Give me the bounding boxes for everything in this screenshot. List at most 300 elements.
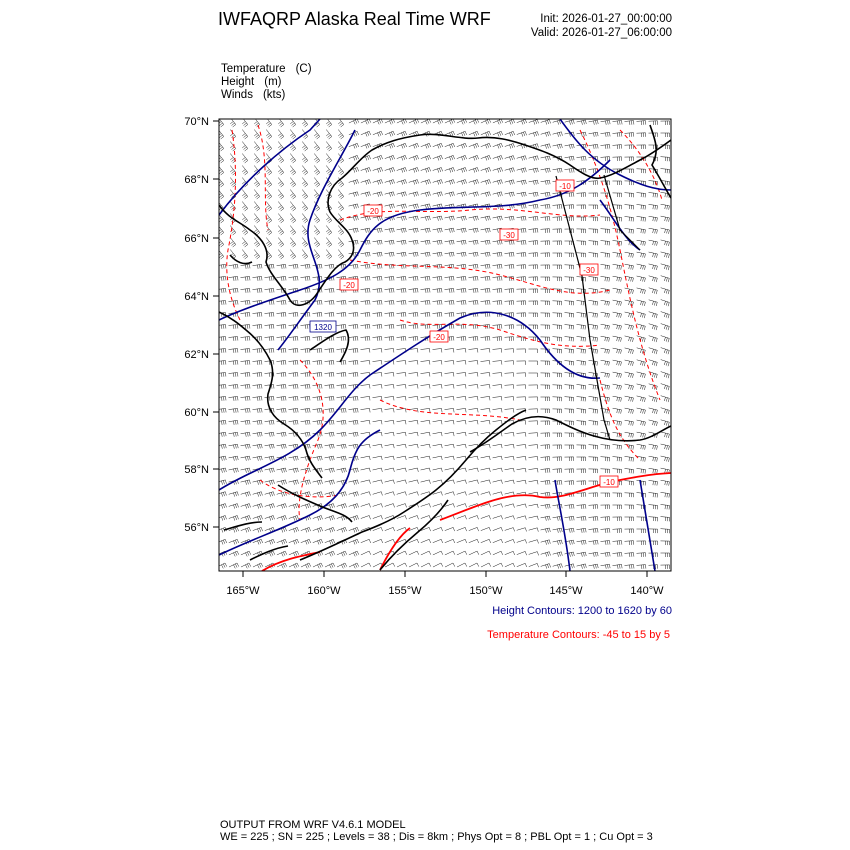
wind-barb <box>625 432 634 437</box>
wind-barb <box>517 253 526 257</box>
wind-barb <box>541 397 550 401</box>
wind-barb <box>313 373 322 377</box>
wind-barb <box>349 264 358 269</box>
wind-barb <box>601 372 610 377</box>
wind-barb <box>325 313 334 317</box>
wind-barb <box>313 349 322 353</box>
wind-barb <box>613 372 622 378</box>
wind-barb <box>361 252 371 257</box>
wind-barb <box>601 120 611 125</box>
wind-barb <box>457 143 467 148</box>
wind-barb <box>553 564 563 569</box>
wind-barb <box>637 420 646 426</box>
wind-barb <box>373 240 383 245</box>
wind-barb <box>229 276 239 281</box>
wind-barb <box>433 288 443 293</box>
wind-barb <box>373 313 382 317</box>
temp-contour <box>600 380 640 460</box>
wind-barb <box>589 300 598 305</box>
wind-barb <box>541 132 551 137</box>
wind-barb <box>289 385 299 389</box>
wind-barb <box>601 336 610 341</box>
wind-barb <box>649 493 658 498</box>
wind-barb <box>290 154 296 164</box>
wind-barb <box>565 505 575 509</box>
wind-barb <box>493 444 503 448</box>
wind-barb <box>529 361 538 365</box>
wind-barb <box>433 444 443 448</box>
wind-barb <box>541 385 550 389</box>
wind-barb <box>613 120 623 125</box>
wind-barb <box>553 217 562 221</box>
wind-barb <box>661 336 670 343</box>
wind-barb <box>217 301 227 305</box>
wind-barb <box>385 313 394 317</box>
wind-barb <box>481 119 491 124</box>
wind-barb <box>613 312 622 318</box>
wind-barb <box>289 516 299 521</box>
wind-barb <box>661 384 670 391</box>
wind-barb <box>313 563 323 568</box>
wind-barb <box>625 372 634 378</box>
wind-barb <box>589 193 598 197</box>
wind-barb <box>469 264 478 269</box>
wind-barb <box>301 432 311 437</box>
wind-barb <box>625 193 634 198</box>
wind-barb <box>625 384 634 390</box>
wind-barb <box>397 168 407 173</box>
wind-barb <box>505 119 515 124</box>
wind-barb <box>565 229 574 233</box>
wind-barb <box>241 504 251 509</box>
wind-barb <box>253 408 263 413</box>
wind-barb <box>481 180 491 185</box>
wind-barb <box>457 527 467 531</box>
wind-barb <box>217 504 227 509</box>
wind-barb <box>278 214 284 224</box>
wind-barb <box>613 529 622 533</box>
wind-barb <box>241 276 251 281</box>
wind-barb <box>266 130 272 140</box>
wind-barb <box>661 288 670 294</box>
wind-barb <box>241 563 251 568</box>
wind-barb <box>241 313 250 317</box>
field-name: Temperature <box>221 63 286 75</box>
wind-barb <box>397 180 407 185</box>
wind-barb <box>625 169 634 173</box>
wind-barb <box>577 409 586 414</box>
wind-barb <box>241 301 251 305</box>
wind-barb <box>577 301 586 306</box>
wind-barb <box>457 420 466 424</box>
wind-barb <box>637 252 646 258</box>
wind-barb <box>541 156 551 161</box>
wind-barb <box>229 385 239 389</box>
wind-barb <box>277 504 287 509</box>
wind-barb <box>421 240 431 245</box>
wind-barb <box>625 493 634 497</box>
wind-barb <box>266 142 272 152</box>
wind-barb <box>254 154 260 164</box>
wind-barb <box>481 563 491 567</box>
wind-barb <box>577 205 586 209</box>
wind-barb <box>433 119 443 124</box>
wind-barb <box>625 228 634 233</box>
wind-barb <box>266 178 272 188</box>
wind-barb <box>553 132 563 137</box>
wind-barb <box>290 178 296 188</box>
wind-barb <box>349 539 359 544</box>
valid-time: Valid: 2026-01-27_06:00:00 <box>530 27 672 39</box>
wind-barb <box>385 119 395 124</box>
wind-barb <box>265 313 274 317</box>
wind-barb <box>409 155 419 160</box>
wind-barb <box>313 444 323 449</box>
wind-barb <box>385 301 395 305</box>
wind-barb <box>649 480 658 485</box>
wind-barb <box>589 120 599 125</box>
wind-barb <box>326 226 332 236</box>
wind-barb <box>637 205 646 210</box>
wind-barb <box>613 133 622 137</box>
height-contour <box>219 430 380 555</box>
wind-barb <box>314 154 320 164</box>
wind-barb <box>589 312 598 317</box>
wind-barb <box>217 444 227 449</box>
wind-barb <box>385 288 395 293</box>
wind-barb <box>589 144 599 149</box>
wind-barb <box>469 396 479 400</box>
wind-barb <box>517 289 526 293</box>
coastline <box>470 417 671 452</box>
wind-barb <box>314 178 320 188</box>
wind-barb <box>613 300 622 306</box>
wind-barb <box>445 420 454 424</box>
field-name: Winds <box>221 89 253 101</box>
wind-barb <box>373 516 383 520</box>
wind-barb <box>349 325 358 329</box>
wind-barb <box>433 456 443 460</box>
wind-barb <box>637 228 646 233</box>
wind-barb <box>409 216 419 221</box>
wind-barb <box>254 250 260 260</box>
wind-barb <box>565 217 574 221</box>
wind-barb <box>433 301 443 305</box>
wind-barb <box>553 409 562 413</box>
wind-barb <box>541 409 550 413</box>
wind-barb <box>553 229 562 233</box>
wind-barb <box>625 300 634 306</box>
wind-barb <box>301 408 311 413</box>
wind-barb <box>493 131 503 136</box>
wind-barb <box>217 563 227 568</box>
wind-barb <box>517 456 527 460</box>
wind-barb <box>409 492 419 496</box>
wind-barb <box>541 480 551 485</box>
wind-barb <box>457 337 466 341</box>
wind-barb <box>397 252 407 257</box>
wind-barb <box>481 301 491 305</box>
wind-barb <box>445 551 455 555</box>
wind-barb <box>493 468 503 472</box>
wind-barb <box>589 457 598 461</box>
wind-barb <box>277 539 287 544</box>
wind-barb <box>421 276 431 281</box>
wind-barb <box>637 432 646 438</box>
wind-barb <box>349 373 358 377</box>
temp-contour <box>258 125 268 230</box>
wind-barb <box>373 385 383 389</box>
wind-barb <box>277 480 287 485</box>
wind-barb <box>613 408 622 413</box>
wind-barb <box>445 240 455 245</box>
wind-barb <box>493 277 503 281</box>
wind-barb <box>349 313 358 317</box>
wind-barb <box>289 504 299 509</box>
wind-barb <box>541 325 550 329</box>
wind-barb <box>266 238 272 248</box>
wind-barb <box>577 421 586 426</box>
wind-barb <box>529 504 539 508</box>
wind-barb <box>361 432 371 436</box>
wind-barb <box>217 396 227 401</box>
wind-barb <box>241 408 251 413</box>
wind-barb <box>302 190 308 200</box>
wind-barb <box>505 432 515 436</box>
wind-barb <box>589 348 598 353</box>
wind-barb <box>445 119 455 124</box>
wind-barb <box>661 372 670 379</box>
wind-barb <box>349 155 359 160</box>
wind-barb <box>421 420 430 424</box>
wind-barb <box>529 289 538 293</box>
wind-barb <box>649 384 658 390</box>
wind-barb <box>301 349 310 353</box>
wind-barb <box>505 301 514 305</box>
wind-barb <box>613 288 622 293</box>
wind-barb <box>349 432 359 437</box>
wind-barb <box>517 265 526 269</box>
wind-barb <box>445 349 454 353</box>
wind-barb <box>349 349 358 353</box>
wind-barb <box>649 193 658 198</box>
wind-barb <box>529 192 539 197</box>
wind-barb <box>577 253 586 257</box>
wind-barb <box>445 276 455 281</box>
wind-barb <box>326 142 332 152</box>
wind-barb <box>553 445 562 449</box>
wind-barb <box>529 433 538 437</box>
wind-barb <box>457 301 467 305</box>
wind-barb <box>277 361 286 365</box>
wind-barb <box>541 313 550 317</box>
wind-barb <box>661 216 670 222</box>
wind-barb <box>529 385 538 389</box>
wind-barb <box>253 325 262 329</box>
wind-barb <box>254 130 260 140</box>
wind-barb <box>325 301 335 305</box>
wind-barb <box>505 216 515 221</box>
wind-barb <box>265 420 274 425</box>
wind-barb <box>397 155 407 160</box>
wind-barb <box>505 180 515 185</box>
wind-barb <box>373 456 383 460</box>
wind-barb <box>217 492 227 497</box>
wind-barb <box>601 193 610 197</box>
wind-barb <box>314 250 320 260</box>
wind-barb <box>385 180 395 185</box>
wind-barb <box>517 397 526 401</box>
wind-barb <box>242 214 248 224</box>
wind-barb <box>241 396 251 401</box>
wind-barb <box>253 349 262 353</box>
wind-barb <box>481 492 491 496</box>
wind-barb <box>338 142 344 152</box>
wind-barb <box>421 216 431 221</box>
wind-barb <box>266 214 272 224</box>
wind-barb <box>637 240 646 246</box>
wind-barb <box>529 241 538 245</box>
wind-barb <box>541 277 550 281</box>
wind-barb <box>361 313 370 317</box>
wind-barb <box>565 516 575 521</box>
wind-barb <box>565 156 575 161</box>
wind-barb <box>445 180 455 185</box>
wind-barb <box>661 553 670 557</box>
coastline <box>310 330 348 362</box>
wind-barb <box>529 313 538 317</box>
wind-barb <box>469 539 479 543</box>
wind-barb <box>469 408 479 412</box>
wind-barb <box>517 373 526 377</box>
wind-barb <box>517 445 527 449</box>
wind-barb <box>529 301 538 305</box>
wind-barb <box>385 504 395 508</box>
wind-barb <box>397 361 406 365</box>
wind-barb <box>481 216 491 221</box>
wind-barb <box>505 409 514 413</box>
wind-barb <box>493 527 503 531</box>
wind-barb <box>469 468 479 472</box>
wind-barb <box>637 444 646 449</box>
wind-barb <box>661 456 670 462</box>
wind-barb <box>289 264 298 269</box>
wind-barb <box>337 444 347 449</box>
wind-barb <box>601 564 611 569</box>
wind-barb <box>637 541 646 545</box>
wind-barb <box>229 361 238 365</box>
height-contour <box>278 130 355 350</box>
wind-barb <box>637 193 646 198</box>
wind-barb <box>289 349 298 353</box>
wind-barb <box>565 337 574 342</box>
wind-barb <box>337 337 346 341</box>
wind-barb <box>373 264 382 269</box>
wind-barb <box>313 492 323 497</box>
wind-barb <box>254 238 260 248</box>
wind-barb <box>313 527 323 532</box>
wind-barb <box>577 493 586 497</box>
wind-barb <box>373 119 383 124</box>
wind-barb <box>301 539 311 544</box>
wind-barb <box>457 180 467 185</box>
wind-barb <box>361 420 370 424</box>
wind-barb <box>421 313 430 317</box>
wind-barb <box>661 169 670 174</box>
wind-barb <box>493 180 503 185</box>
wind-barb <box>325 361 334 365</box>
wind-barb <box>349 119 359 124</box>
wind-barb <box>397 492 407 496</box>
wind-barb <box>349 361 358 365</box>
wind-barb <box>230 142 236 152</box>
wind-barb <box>517 216 526 221</box>
wind-barb <box>313 420 322 425</box>
wind-barb <box>385 385 395 389</box>
wind-barb <box>469 216 479 221</box>
wind-barb <box>517 468 526 472</box>
wind-barb <box>253 420 262 425</box>
wind-barb <box>553 241 562 245</box>
wind-barb <box>241 480 251 485</box>
wind-barb <box>361 480 371 484</box>
wind-barb <box>433 143 443 148</box>
wind-barb <box>649 444 658 450</box>
wind-barb <box>337 373 346 377</box>
wind-barb <box>277 432 287 437</box>
wind-barb <box>577 313 586 318</box>
wind-barb <box>565 397 574 402</box>
wind-barb <box>253 504 263 509</box>
height-contour <box>600 200 640 250</box>
wind-barb <box>265 539 275 544</box>
wind-barb <box>589 241 598 246</box>
wind-barb <box>589 229 598 233</box>
wind-barb <box>493 480 503 484</box>
wind-barb <box>314 238 320 248</box>
wind-barb <box>433 480 443 484</box>
wind-barb <box>505 539 515 543</box>
wind-barb <box>421 396 431 400</box>
wind-barb <box>661 252 670 258</box>
wind-barb <box>469 168 479 173</box>
wind-barb <box>553 301 562 305</box>
wind-barb <box>565 301 574 306</box>
wind-barb <box>289 337 298 341</box>
wind-barb <box>326 238 332 248</box>
wind-barb <box>337 432 347 437</box>
wind-barb <box>409 480 419 484</box>
wind-barb <box>278 190 284 200</box>
wind-barb <box>433 527 443 531</box>
wind-barb <box>301 504 311 509</box>
wind-barb <box>421 373 430 377</box>
wind-barb <box>613 457 622 462</box>
wind-barb <box>290 202 296 212</box>
wind-barb <box>326 214 332 224</box>
wind-barb <box>409 228 419 233</box>
wind-barb <box>505 240 515 245</box>
wind-barb <box>445 143 455 148</box>
wind-barb <box>361 444 371 448</box>
wind-barb <box>290 130 296 140</box>
wind-barb <box>397 432 407 436</box>
wind-barb <box>649 252 658 258</box>
wind-barb <box>529 540 539 544</box>
wind-barb <box>625 408 634 414</box>
wind-barb <box>445 444 455 448</box>
wind-barb <box>529 120 539 125</box>
